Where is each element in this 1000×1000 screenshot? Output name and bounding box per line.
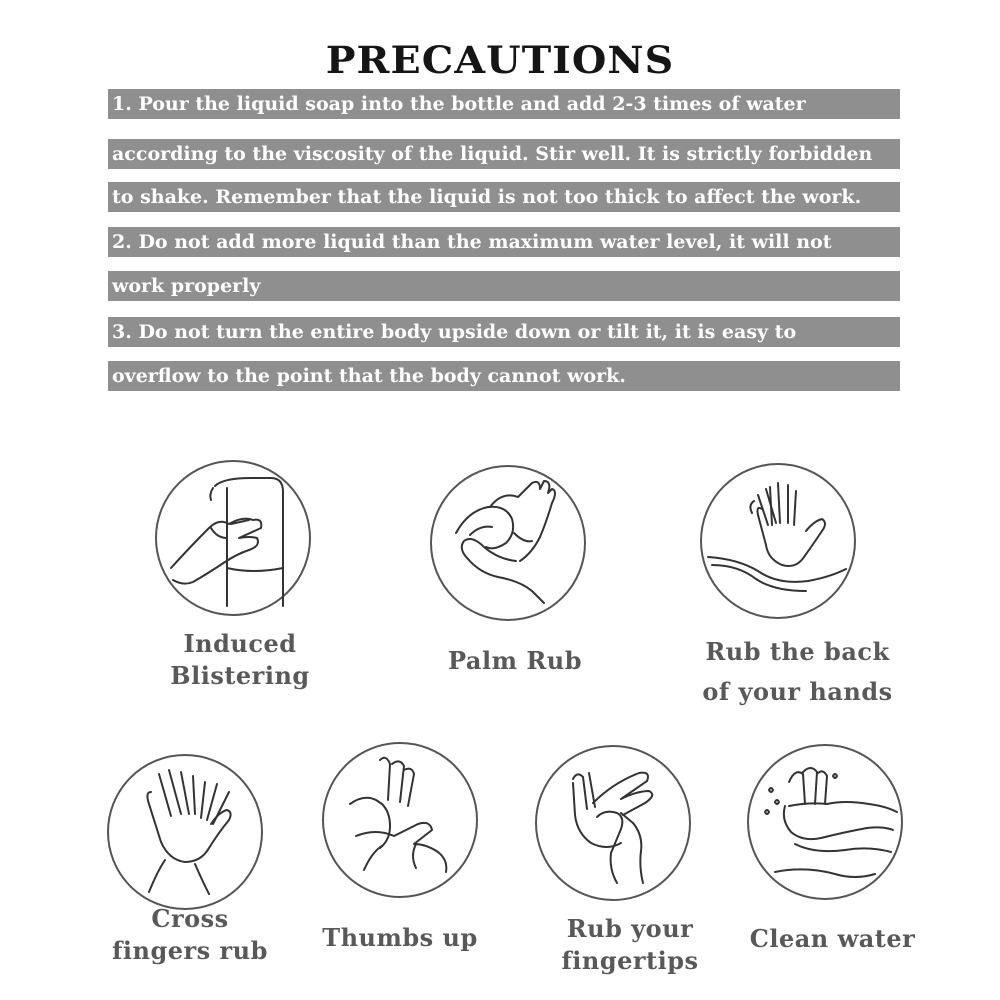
step-label-fingertips: Rub your fingertips [561,914,699,975]
step-label-induced-blistering: Induced Blistering [170,629,310,690]
back-of-hands-icon [698,461,858,621]
fingertips-icon [533,743,693,903]
precaution-line-5: work properly [108,271,900,301]
step-label-palm-rub: Palm Rub [448,646,582,675]
thumbs-up-icon [320,740,480,900]
step-label-cross-fingers: Cross fingers rub [112,904,268,965]
precaution-line-3: to shake. Remember that the liquid is not too thick to affect the work. [108,182,900,212]
step-label-clean-water: Clean water [749,924,916,953]
precaution-line-1: 1. Pour the liquid soap into the bottle and add 2-3 times of water [108,89,900,119]
cross-fingers-icon [105,752,265,912]
palm-rub-icon [428,463,588,623]
precaution-line-2: according to the viscosity of the liquid. Stir well. It is strictly forbidden [108,139,900,169]
dispenser-hand-icon [153,458,313,618]
precaution-line-7: overflow to the point that the body cannot work. [108,361,900,391]
precaution-line-4: 2. Do not add more liquid than the maximum water level, it will not [108,227,900,257]
page-title: PRECAUTIONS [325,38,675,82]
precaution-line-6: 3. Do not turn the entire body upside down or tilt it, it is easy to [108,317,900,347]
step-label-back-of-hands: Rub the back of your hands [702,637,893,706]
clean-water-icon [745,742,905,902]
step-label-thumbs-up: Thumbs up [322,923,478,952]
